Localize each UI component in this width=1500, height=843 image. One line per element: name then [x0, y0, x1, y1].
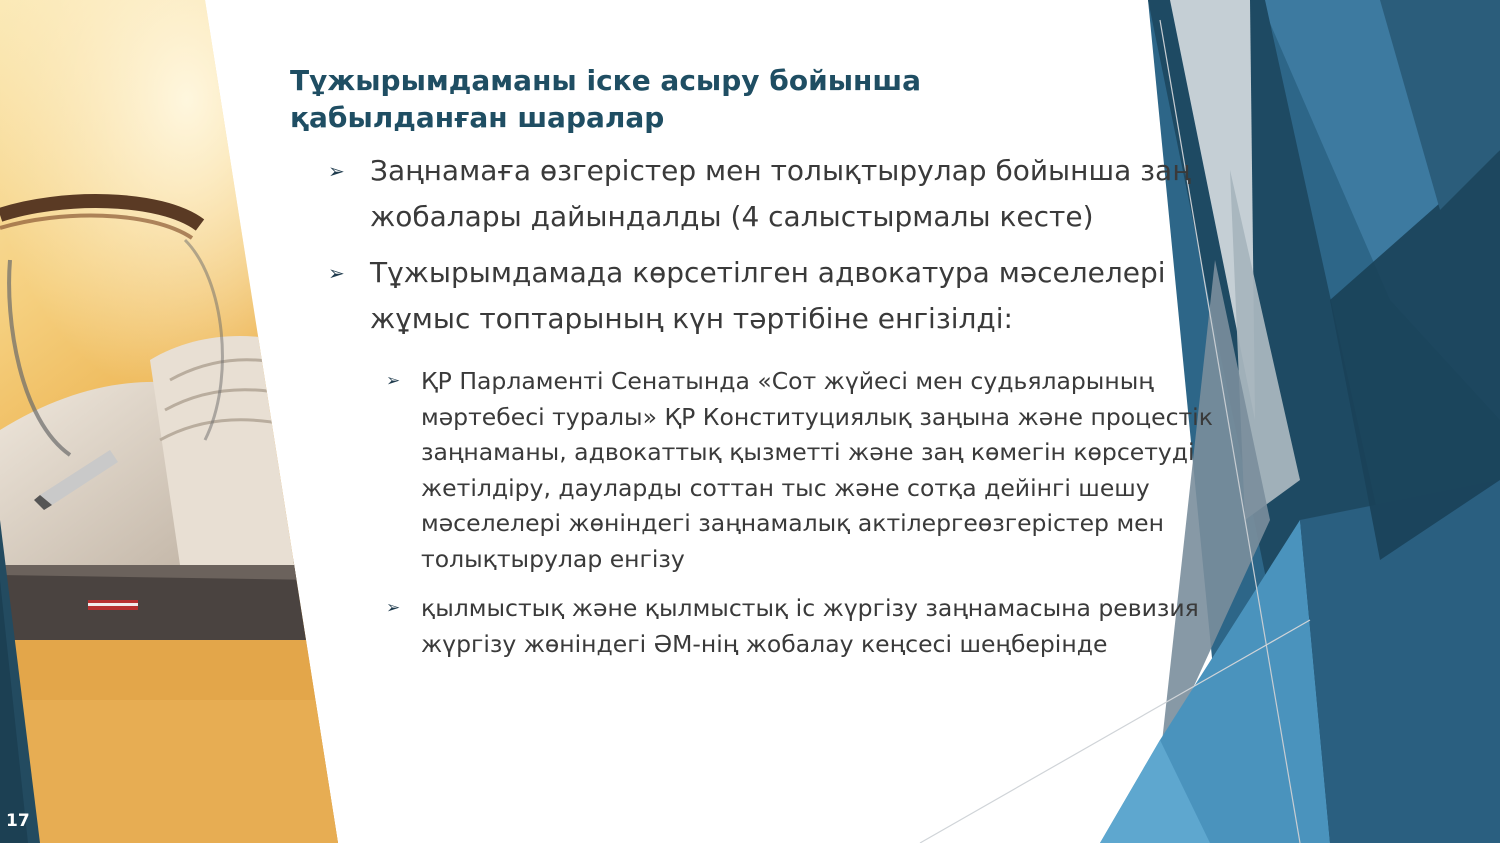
sub-bullet-item	[386, 591, 1241, 662]
bullet-item	[328, 148, 1250, 240]
sub-bullet-item	[386, 364, 1241, 577]
slide-title: Тұжырымдаманы іске асыру бойынша қабылданған шаралар	[290, 64, 921, 134]
arrowhead-bullet-icon: ➢	[386, 598, 401, 618]
bullet-item	[328, 250, 1250, 342]
sub-bullet-text: ҚР Парламенті Сенатында «Сот жүйесі мен судьяларының мәртебесі туралы» ҚР Конституциялық заңына және процестік заңнаманы, адвокаттық қызметті және заң көмегін көрсетуді жетілдіру, дауларды соттан тыс және сотқа дейінгі шешу мәселелері жөніндегі заңнамалық актілергеөзгерістер мен толықтырулар енгізу	[421, 367, 1213, 573]
bullet-text: Заңнамаға өзгерістер мен толықтырулар бойынша заң жобалары дайындалды (4 салыстырмалы кесте)	[370, 154, 1191, 233]
arrowhead-bullet-icon: ➢	[328, 261, 345, 285]
sub-bullet-text: қылмыстық және қылмыстық іс жүргізу заңнамасына ревизия жүргізу жөніндегі ӘМ-нің жобалау кеңсесі шеңберінде	[421, 594, 1199, 658]
bullet-list	[328, 148, 1233, 676]
arrowhead-bullet-icon: ➢	[386, 371, 401, 391]
page-number: 17	[6, 811, 30, 831]
bullet-text: Тұжырымдамада көрсетілген адвокатура мәселелері жұмыс топтарының күн тәртібіне енгізілді:	[370, 256, 1166, 335]
arrowhead-bullet-icon: ➢	[328, 159, 345, 183]
